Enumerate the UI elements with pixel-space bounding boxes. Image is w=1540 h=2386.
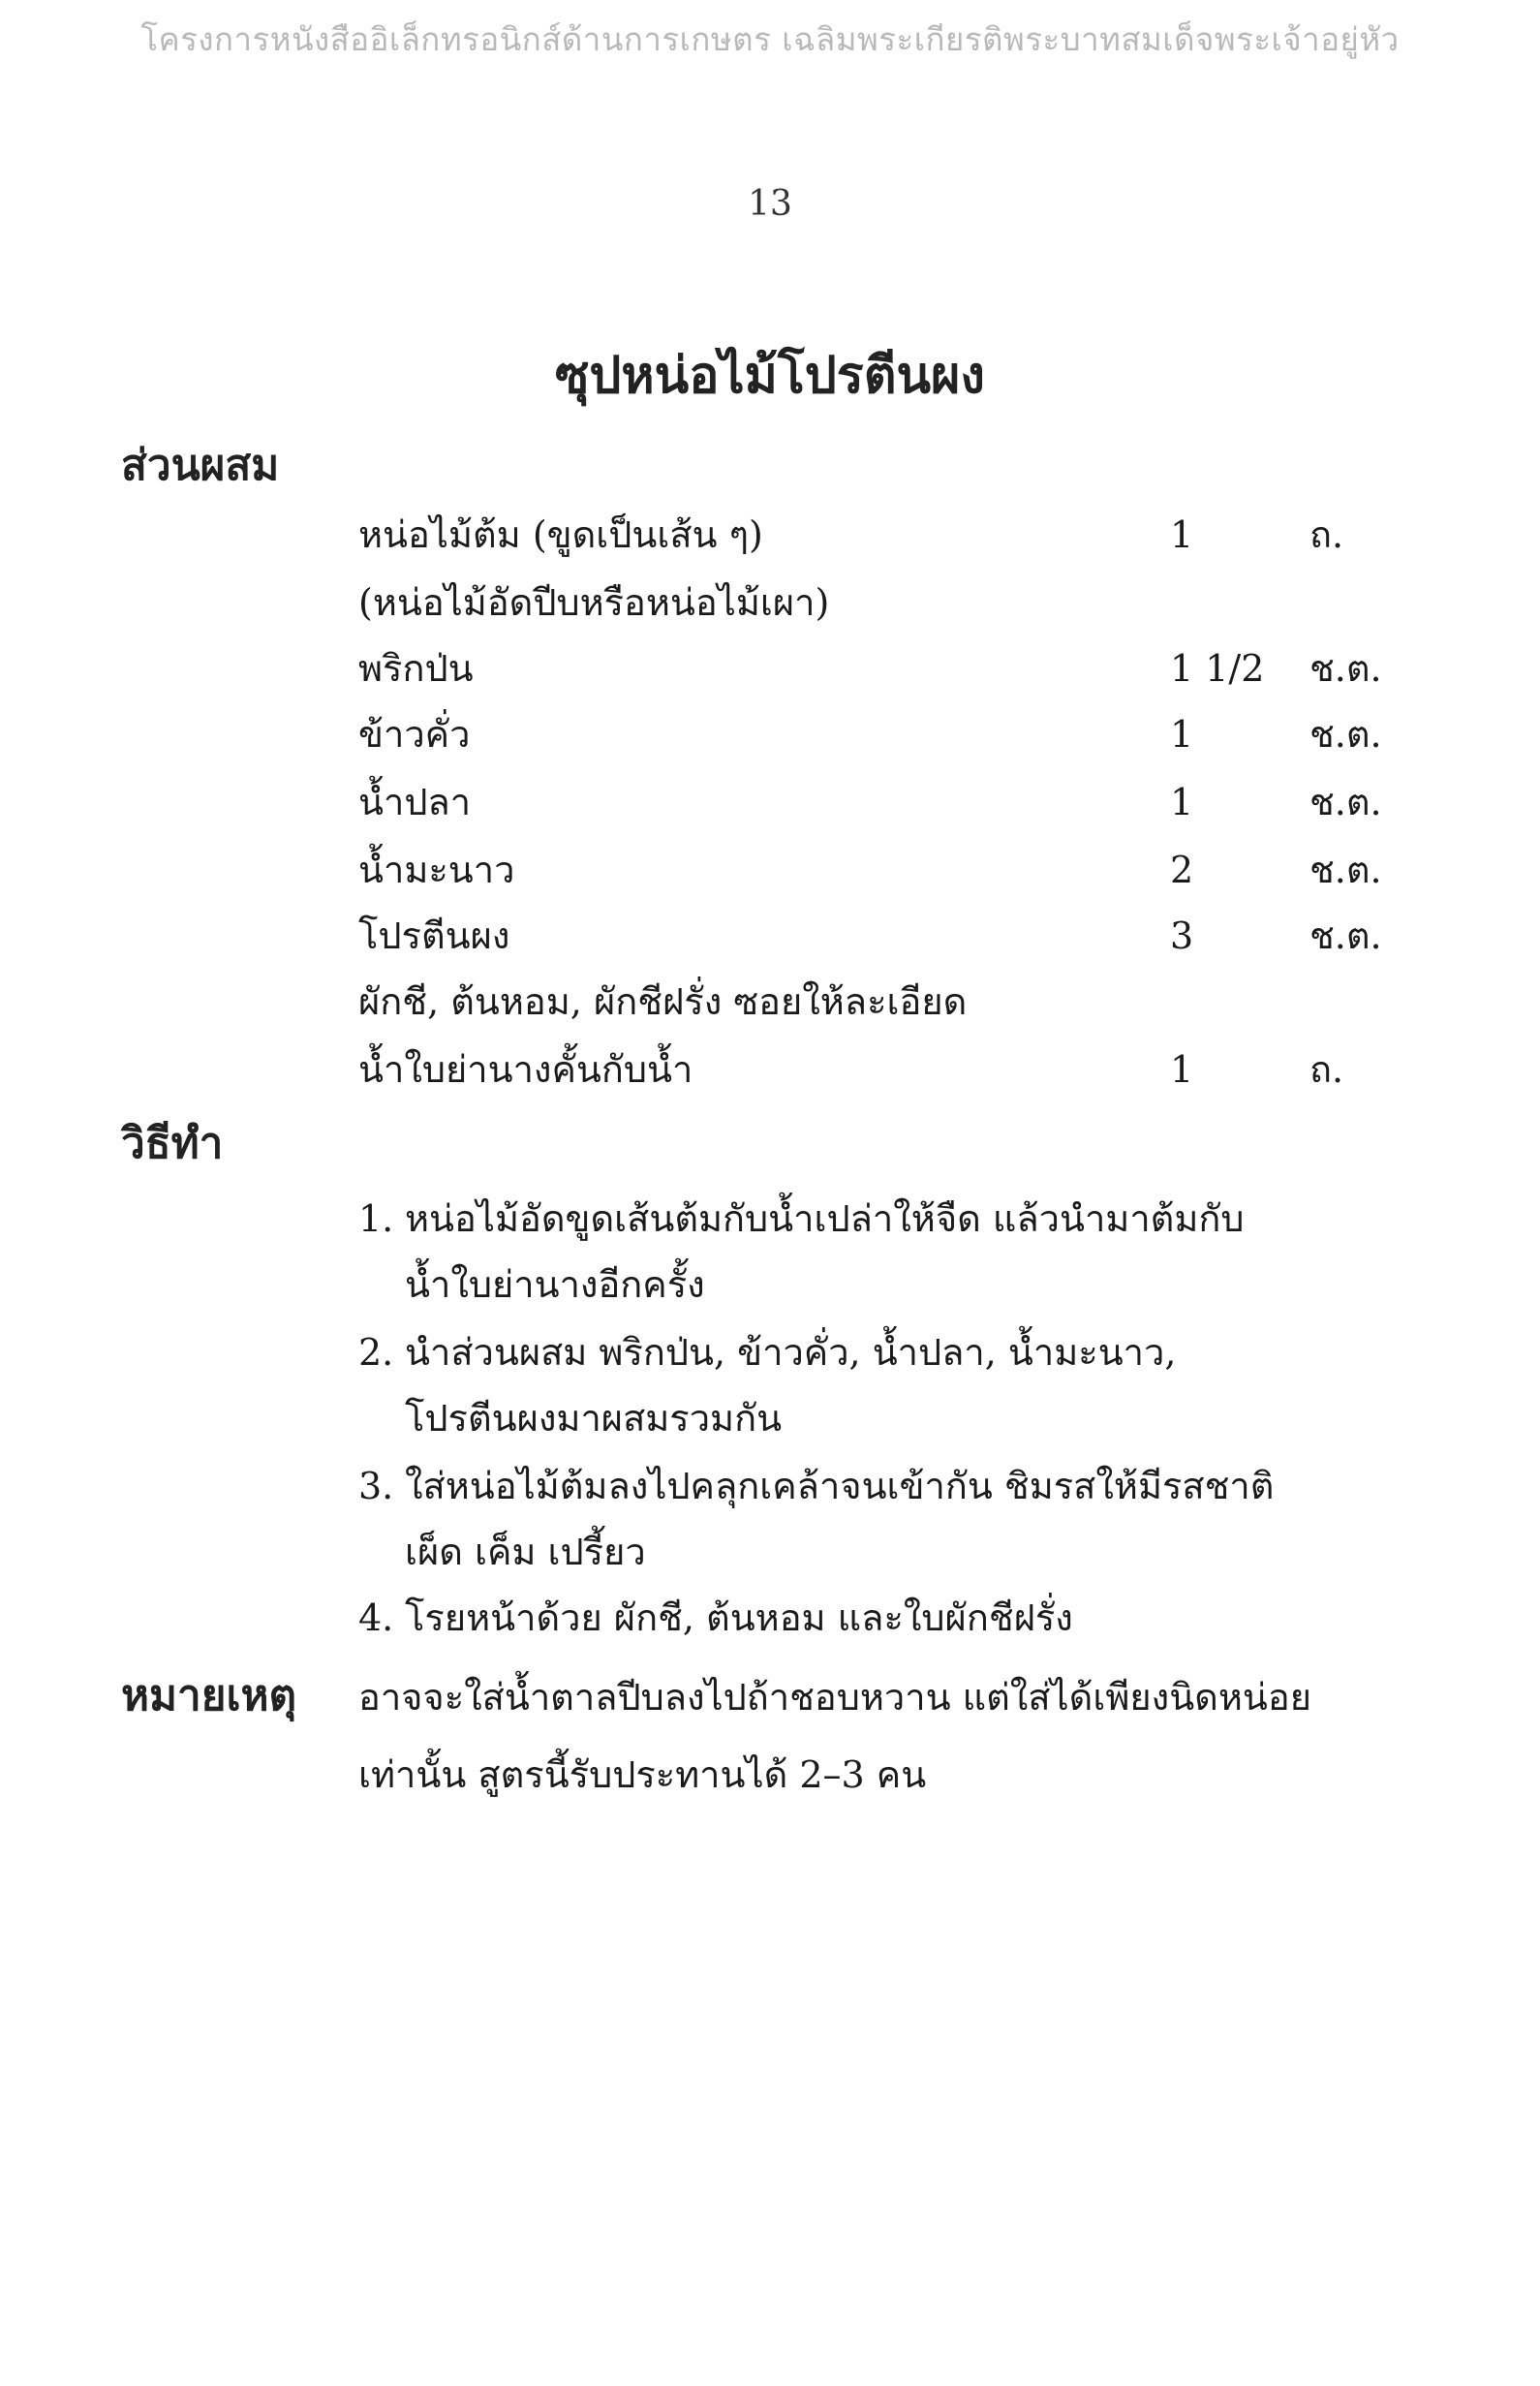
step-text: หน่อไม้อัดขูดเส้นต้มกับน้ำเปล่าให้จืด แล้วนำมาต้มกับน้ำใบย่านางอีกครั้ง <box>405 1197 1245 1306</box>
ingredient-row <box>358 907 1404 965</box>
ingredient-unit: ช.ต. <box>1309 713 1382 756</box>
step-number: 3. <box>358 1465 394 1507</box>
method-step <box>358 1186 1288 1317</box>
step-number: 2. <box>358 1331 394 1374</box>
step-number: 4. <box>358 1596 394 1639</box>
ingredient-row <box>358 705 1404 763</box>
ingredient-qty: 1 <box>1170 781 1194 823</box>
method-step <box>358 1319 1288 1451</box>
ingredient-row <box>358 1040 1404 1099</box>
ingredient-unit: ช.ต. <box>1309 781 1382 823</box>
ingredient-name: ข้าวคั่ว <box>358 713 471 756</box>
ingredient-name: น้ำใบย่านางคั้นกับน้ำ <box>358 1048 693 1091</box>
ingredient-unit: ถ. <box>1309 1048 1344 1091</box>
ingredient-name: ผักชี, ต้นหอม, ผักชีฝรั่ง ซอยให้ละเอียด <box>358 980 968 1023</box>
ingredients-heading: ส่วนผสม <box>121 441 280 490</box>
ingredient-row <box>358 973 1404 1031</box>
page-number: 13 <box>748 184 792 224</box>
ingredient-qty: 2 <box>1170 849 1194 891</box>
step-text: นำส่วนผสม พริกป่น, ข้าวคั่ว, น้ำปลา, น้ำมะนาว, โปรตีนผงมาผสมรวมกัน <box>405 1331 1177 1440</box>
ingredient-unit: ช.ต. <box>1309 849 1382 891</box>
ingredient-qty: 1 <box>1170 713 1194 756</box>
ingredient-unit: ช.ต. <box>1309 914 1382 957</box>
ingredient-row <box>358 639 1404 697</box>
ingredient-qty: 3 <box>1170 914 1194 957</box>
step-text: ใส่หน่อไม้ต้มลงไปคลุกเคล้าจนเข้ากัน ชิมรสให้มีรสชาติ เผ็ด เค็ม เปรี้ยว <box>405 1465 1275 1573</box>
step-text: โรยหน้าด้วย ผักชี, ต้นหอม และใบผักชีฝรั่ง <box>405 1596 1073 1639</box>
ingredient-name: (หน่อไม้อัดปีบหรือหน่อไม้เผา) <box>358 581 830 624</box>
ingredient-unit: ถ. <box>1309 513 1344 556</box>
ingredient-row <box>358 573 1404 632</box>
watermark: โครงการหนังสืออิเล็กทรอนิกส์ด้านการเกษตร เฉลิมพระเกียรติพระบาทสมเด็จพระเจ้าอยู่หัว <box>140 20 1400 58</box>
method-heading: วิธีทำ <box>121 1119 224 1168</box>
ingredient-qty: 1 <box>1170 1048 1194 1091</box>
ingredient-name: น้ำปลา <box>358 781 472 823</box>
ingredient-name: น้ำมะนาว <box>358 849 515 891</box>
ingredient-row <box>358 773 1404 831</box>
note-label: หมายเหตุ <box>121 1671 297 1720</box>
method-step <box>358 1585 1288 1651</box>
ingredient-qty: 1 1/2 <box>1170 647 1265 690</box>
note-text: อาจจะใส่น้ำตาลปีบลงไปถ้าชอบหวาน แต่ใส่ได้เพียงนิดหน่อยเท่านั้น สูตรนี้รับประทานได้ 2–3 คน <box>358 1676 1311 1796</box>
ingredient-unit: ช.ต. <box>1309 647 1382 690</box>
ingredient-name: พริกป่น <box>358 647 474 690</box>
ingredient-name: หน่อไม้ต้ม (ขูดเป็นเส้น ๆ) <box>358 513 763 556</box>
method-step <box>358 1453 1288 1585</box>
ingredient-row <box>358 841 1404 899</box>
step-number: 1. <box>358 1197 394 1240</box>
ingredient-row <box>358 506 1404 564</box>
recipe-title: ซุปหน่อไม้โปรตีนผง <box>555 346 985 405</box>
ingredient-name: โปรตีนผง <box>358 914 510 957</box>
ingredient-qty: 1 <box>1170 513 1194 556</box>
